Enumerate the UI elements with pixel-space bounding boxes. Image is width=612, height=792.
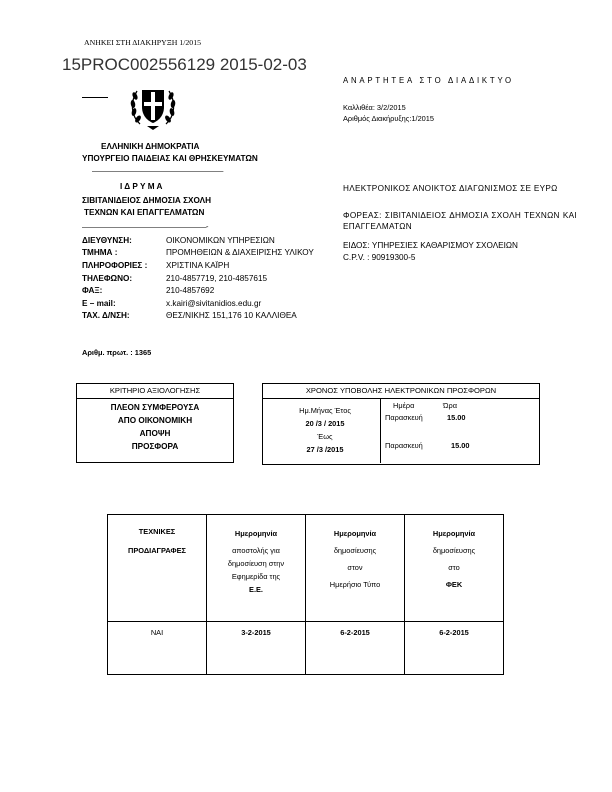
- tender-type: ΗΛΕΚΤΡΟΝΙΚΟΣ ΑΝΟΙΚΤΟΣ ΔΙΑΓΩΝΙΣΜΟΣ ΣΕ ΕΥΡΩ: [343, 184, 558, 193]
- criterion-line: ΠΡΟΣΦΟΡΑ: [131, 442, 179, 451]
- header-rule-1: ———————————————————: [92, 166, 223, 175]
- contact-label: ΠΛΗΡΟΦΟΡΙΕΣ :: [82, 260, 148, 270]
- deadline-divider: [380, 398, 381, 463]
- deadline-box: [262, 383, 540, 465]
- contact-row: [82, 310, 314, 323]
- contact-value: ΧΡΙΣΤΙΝΑ ΚΑΪΡΗ: [166, 260, 230, 270]
- pub-header-line: ΦΕΚ: [445, 580, 463, 589]
- contracting-body: ΦΟΡΕΑΣ: ΣΙΒΙΤΑΝΙΔΕΙΟΣ ΔΗΜΟΣΙΑ ΣΧΟΛΗ ΤΕΧΝΩΝ ΚΑΙ ΕΠΑΓΓΕΛΜΑΤΩΝ: [343, 211, 577, 231]
- pub-header-line: στον: [347, 563, 363, 572]
- tender-number: Αριθμός Διακήρυξης:1/2015: [343, 114, 435, 123]
- ministry-title: ΥΠΟΥΡΓΕΙΟ ΠΑΙΔΕΙΑΣ ΚΑΙ ΘΡΗΣΚΕΥΜΑΤΩΝ: [82, 154, 258, 163]
- top-note: ΑΝΗΚΕΙ ΣΤΗ ΔΙΑΚΗΡΥΞΗ 1/2015: [84, 38, 202, 47]
- school-name-line2: ΤΕΧΝΩΝ ΚΑΙ ΕΠΑΓΓΕΛΜΑΤΩΝ: [84, 208, 205, 217]
- pub-header-line: δημοσίευσης: [333, 546, 377, 555]
- pub-header-cell: [306, 515, 405, 622]
- contact-row: [82, 272, 314, 285]
- pub-header-line: ΤΕΧΝΙΚΕΣ: [138, 527, 176, 536]
- day-1: Παρασκευή: [385, 413, 423, 422]
- post-online-note: ΑΝΑΡΤΗΤΕΑ ΣΤΟ ΔΙΑΔΙΚΤΥΟ: [343, 76, 514, 85]
- contact-row: [82, 247, 314, 260]
- date-header: Ημ.Μήνας Έτος: [299, 406, 351, 415]
- pub-cell: ΝΑΙ: [108, 622, 207, 675]
- proc-stamp: 15PROC002556129 2015-02-03: [62, 55, 307, 74]
- contact-row: [82, 259, 314, 272]
- republic-title: ΕΛΛΗΝΙΚΗ ΔΗΜΟΚΡΑΤΙΑ: [101, 142, 200, 151]
- contact-label: ΔΙΕΥΘΥΝΣΗ:: [82, 235, 132, 245]
- pub-header-line: δημοσίευσης: [432, 546, 476, 555]
- publication-table: [107, 514, 504, 675]
- day-header: Ημέρα: [393, 401, 415, 410]
- criterion-line: ΠΛΕΟΝ ΣΥΜΦΕΡΟΥΣΑ: [110, 403, 200, 412]
- header-rule-2: ——————————————————-: [82, 222, 208, 231]
- pub-header-cell: [207, 515, 306, 622]
- criterion-box: [76, 383, 234, 463]
- deadline-to: 27 /3 /2015: [306, 445, 344, 454]
- time-1: 15.00: [447, 413, 466, 422]
- pub-header-line: αποστολής για: [232, 546, 280, 555]
- until-label: Έως: [317, 432, 333, 441]
- criterion-line: ΑΠΟΨΗ: [139, 429, 171, 438]
- pub-cell: 3-2-2015: [207, 622, 306, 675]
- time-header: Ώρα: [443, 401, 458, 410]
- contact-value: 210-4857719, 210-4857615: [166, 273, 268, 283]
- service-kind: ΕΙΔΟΣ: ΥΠΗΡΕΣΙΕΣ ΚΑΘΑΡΙΣΜΟΥ ΣΧΟΛΕΙΩΝ: [343, 241, 518, 250]
- criterion-line: ΑΠΟ ΟΙΚΟΝΟΜΙΚΗ: [117, 416, 193, 425]
- deadline-from: 20 /3 / 2015: [305, 419, 345, 428]
- contact-value: ΘΕΣ/ΝΙΚΗΣ 151,176 10 ΚΑΛΛΙΘΕΑ: [166, 311, 297, 321]
- pub-header-line: Ημερομηνία: [234, 529, 278, 538]
- pub-cell: 6-2-2015: [306, 622, 405, 675]
- criterion-title: ΚΡΙΤΗΡΙΟ ΑΞΙΟΛΟΓΗΣΗΣ: [77, 384, 233, 399]
- contact-label: ΦΑΞ:: [82, 286, 103, 296]
- deadline-title: ΧΡΟΝΟΣ ΥΠΟΒΟΛΗΣ ΗΛΕΚΤΡΟΝΙΚΩΝ ΠΡΟΣΦΟΡΩΝ: [263, 384, 539, 399]
- cpv-code: C.P.V. : 90919300-5: [343, 253, 416, 262]
- contact-value: 210-4857692: [166, 286, 215, 296]
- contact-row: [82, 234, 314, 247]
- contact-label: E – mail:: [82, 298, 116, 308]
- contact-block: [82, 234, 314, 322]
- pub-cell: 6-2-2015: [405, 622, 504, 675]
- short-rule: [82, 97, 108, 98]
- contact-value: ΟΙΚΟΝΟΜΙΚΩΝ ΥΠΗΡΕΣΙΩΝ: [166, 235, 275, 245]
- pub-header-cell: [405, 515, 504, 622]
- pub-header-line: ΠΡΟΔΙΑΓΡΑΦΕΣ: [128, 546, 186, 555]
- contact-row: [82, 284, 314, 297]
- time-2: 15.00: [451, 441, 470, 450]
- contact-label: ΤΑΧ. Δ/ΝΣΗ:: [82, 311, 130, 321]
- pub-header-line: δημοσίευση στην: [227, 559, 285, 568]
- school-name-line1: ΣΙΒΙΤΑΝΙΔΕΙΟΣ ΔΗΜΟΣΙΑ ΣΧΟΛΗ: [82, 196, 211, 205]
- email-link[interactable]: x.kairi@sivitanidios.edu.gr: [166, 298, 262, 308]
- pub-header-line: Ημερομηνία: [333, 529, 377, 538]
- foundation-title: Ι Δ Ρ Υ Μ Α: [120, 182, 163, 191]
- protocol-number: Αριθμ. πρωτ. : 1365: [82, 348, 152, 357]
- contact-value: ΠΡΟΜΗΘΕΙΩΝ & ΔΙΑΧΕΙΡΙΣΗΣ ΥΛΙΚΟΥ: [166, 248, 314, 258]
- location-date: Καλλιθέα: 3/2/2015: [343, 103, 406, 112]
- pub-header-line: στο: [448, 563, 460, 572]
- pub-header-line: Εφημερίδα της: [231, 572, 281, 581]
- contact-label: ΤΜΗΜΑ :: [82, 248, 118, 258]
- criterion-text: [77, 399, 233, 453]
- pub-data-row: [108, 622, 504, 675]
- pub-header-line: Ε.Ε.: [249, 585, 263, 594]
- pub-header-line: Ημερήσιο Τύπο: [329, 580, 381, 589]
- day-2: Παρασκευή: [385, 441, 423, 450]
- greek-emblem-icon: [125, 80, 181, 132]
- contact-row: [82, 297, 314, 310]
- pub-header-line: Ημερομηνία: [432, 529, 476, 538]
- pub-header-row: [108, 515, 504, 622]
- contact-label: ΤΗΛΕΦΩΝΟ:: [82, 273, 133, 283]
- pub-header-cell: [108, 515, 207, 622]
